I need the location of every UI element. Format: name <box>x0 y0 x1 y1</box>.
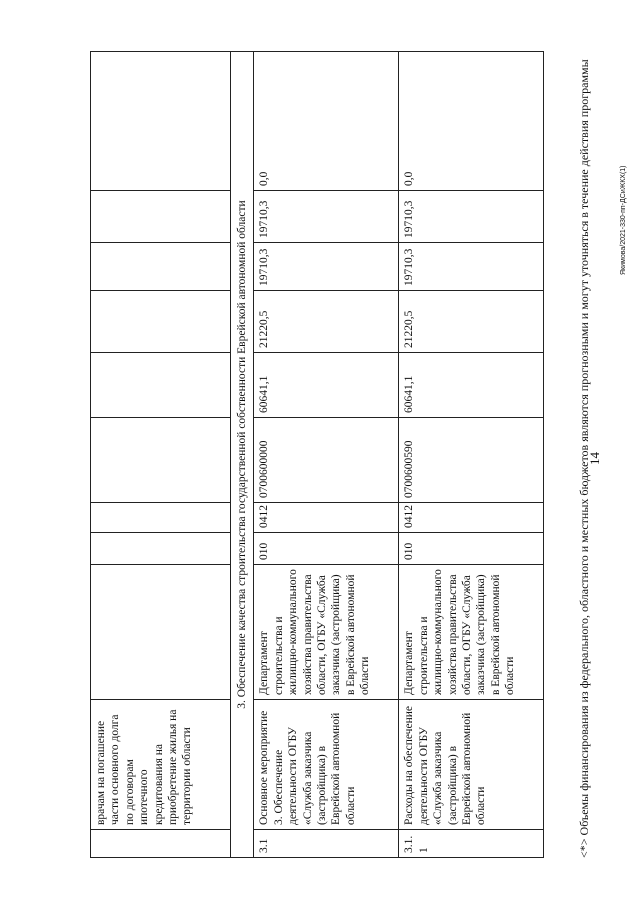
row-total: 60641,1 <box>399 353 544 418</box>
row-other: 0,0 <box>254 52 399 191</box>
cell-empty <box>91 533 231 565</box>
cell-empty <box>91 191 231 243</box>
row-grbs: 010 <box>254 533 399 565</box>
table-row <box>254 52 399 858</box>
cell-empty <box>91 830 231 858</box>
row-year1: 21220,5 <box>254 291 399 353</box>
row-total: 60641,1 <box>254 353 399 418</box>
row-name: Основное мероприятие 3. Обеспечение деятельности ОГБУ «Служба заказчика (застройщика) в Еврейской автономной области <box>254 700 399 830</box>
row-grbs: 010 <box>399 533 544 565</box>
row-year2: 19710,3 <box>399 243 544 291</box>
table-row <box>399 52 544 858</box>
cell-empty <box>91 503 231 533</box>
row-year1: 21220,5 <box>399 291 544 353</box>
row-csr: 0700600000 <box>254 418 399 503</box>
row-rzpr: 0412 <box>399 503 544 533</box>
cell-empty <box>91 418 231 503</box>
row-number: 3.1 <box>254 830 399 858</box>
row-number: 3.1.1 <box>399 830 544 858</box>
row-csr: 0700600590 <box>399 418 544 503</box>
document-stamp: Якимова/2021-330-пп-ДСиЖКХ(1) <box>620 165 627 275</box>
table-row-top <box>91 52 231 858</box>
footnote: <*> Объемы финансирования из федерального, областного и местных бюджетов являются прогнозными и могут уточняться в течение действия программы <box>577 59 591 858</box>
row-executor: Департамент строительства и жилищно-коммунального хозяйства правительства области, ОГБУ «Служба заказчика (застройщика) в Еврейской автономной области <box>254 565 399 700</box>
section-row <box>231 52 254 858</box>
row-year3: 19710,3 <box>399 191 544 243</box>
cell-empty <box>91 52 231 191</box>
section-title: 3. Обеспечение качества строительства государственной собственности Еврейской автономной области <box>231 52 254 858</box>
row-other: 0,0 <box>399 52 544 191</box>
cell-empty <box>91 243 231 291</box>
page-number: 14 <box>587 452 602 465</box>
row-name: Расходы на обеспечение деятельности ОГБУ «Служба заказчика (застройщика) в Еврейской автономной области <box>399 700 544 830</box>
cell-top-desc: врачам на погашение части основного долга по договорам ипотечного кредитования на приобретение жилья на территории области <box>91 700 231 830</box>
row-year3: 19710,3 <box>254 191 399 243</box>
cell-empty <box>91 291 231 353</box>
row-rzpr: 0412 <box>254 503 399 533</box>
cell-empty <box>91 565 231 700</box>
row-executor: Департамент строительства и жилищно-коммунального хозяйства правительства области, ОГБУ «Служба заказчика (застройщика) в Еврейской автономной области <box>399 565 544 700</box>
cell-empty <box>91 353 231 418</box>
program-table <box>90 51 544 858</box>
row-year2: 19710,3 <box>254 243 399 291</box>
